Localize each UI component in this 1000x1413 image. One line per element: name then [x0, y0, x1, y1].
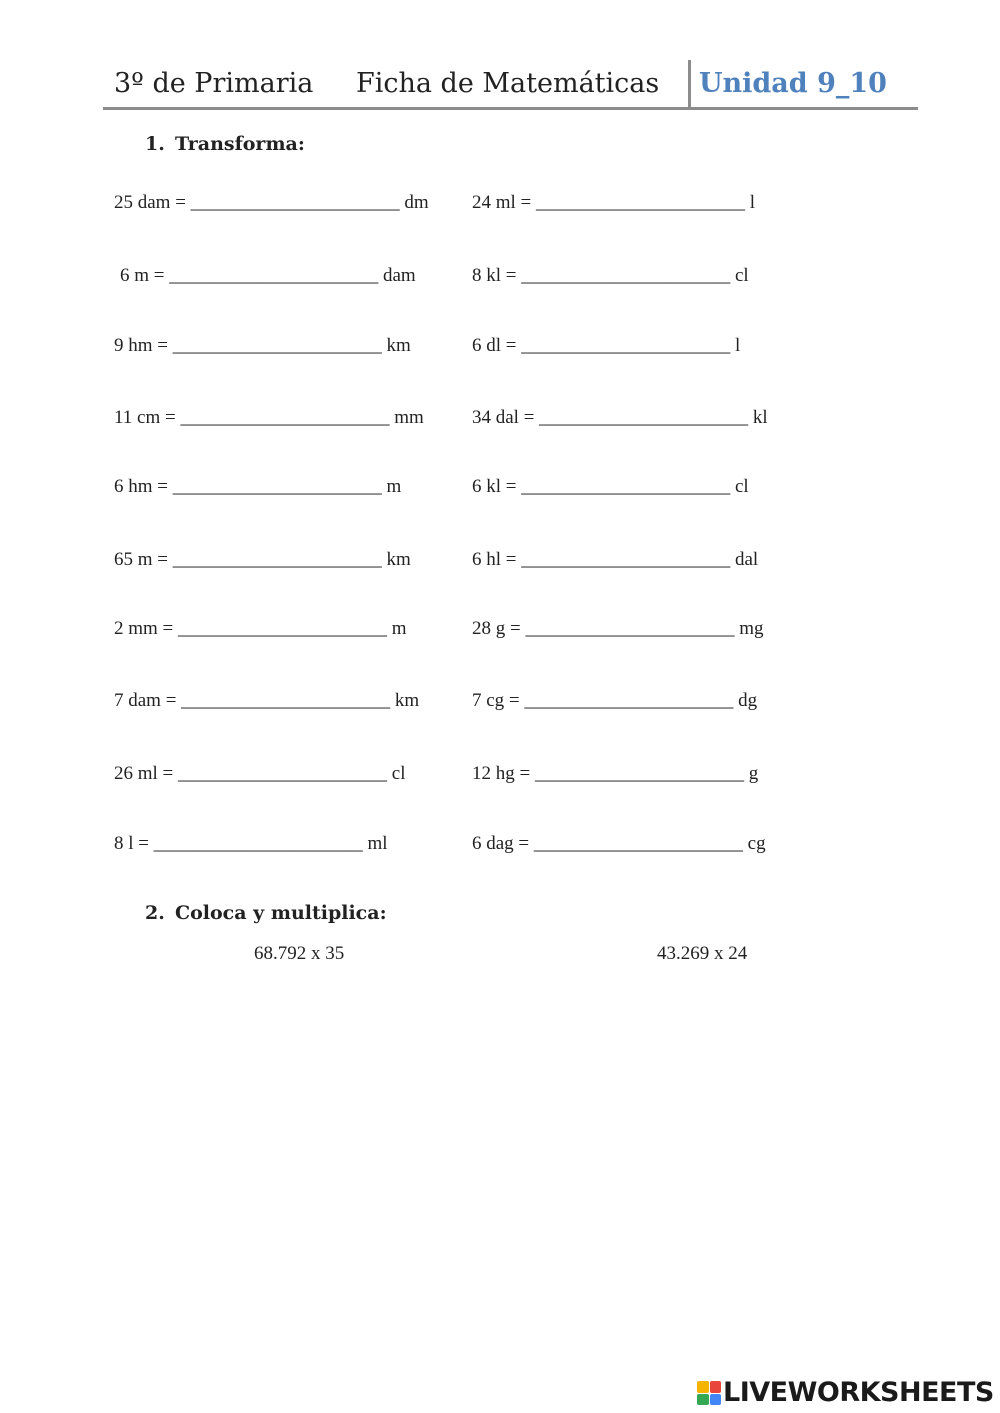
conversion-item[interactable]: 9 hm = ______________________ km [114, 335, 411, 356]
section-1-heading [145, 133, 305, 155]
conversion-item[interactable]: 2 mm = ______________________ m [114, 618, 407, 639]
conversion-item[interactable]: 12 hg = ______________________ g [472, 763, 759, 784]
multiplication-item: 68.792 x 35 [254, 943, 345, 964]
logo-square [697, 1381, 709, 1393]
unit-label: Unidad 9_10 [699, 68, 887, 99]
conversion-item[interactable]: 24 ml = ______________________ l [472, 192, 756, 213]
section-1-title: Transforma: [175, 133, 305, 155]
brand-name: LIVEWORKSHEETS [723, 1377, 994, 1408]
conversion-item[interactable]: 8 l = ______________________ ml [114, 833, 388, 854]
conversion-item[interactable]: 26 ml = ______________________ cl [114, 763, 406, 784]
conversion-item[interactable]: 28 g = ______________________ mg [472, 618, 764, 639]
logo-square [710, 1394, 722, 1406]
multiplication-item: 43.269 x 24 [657, 943, 748, 964]
conversion-item[interactable]: 7 dam = ______________________ km [114, 690, 420, 711]
header-divider [688, 60, 691, 108]
conversion-item[interactable]: 6 dl = ______________________ l [472, 335, 741, 356]
conversion-item[interactable]: 6 dag = ______________________ cg [472, 833, 766, 854]
conversion-item[interactable]: 6 kl = ______________________ cl [472, 476, 749, 497]
section-2-number: 2. [145, 902, 165, 924]
conversion-item[interactable]: 34 dal = ______________________ kl [472, 407, 768, 428]
liveworksheets-brand [697, 1378, 994, 1408]
conversion-item[interactable]: 65 m = ______________________ km [114, 549, 411, 570]
conversion-item[interactable]: 7 cg = ______________________ dg [472, 690, 758, 711]
grade-label: 3º de Primaria [114, 68, 314, 99]
header-rule [103, 107, 918, 110]
liveworksheets-logo-icon [697, 1381, 721, 1405]
section-1-number: 1. [145, 133, 165, 155]
subject-title: Ficha de Matemáticas [356, 68, 660, 99]
conversion-item[interactable]: 8 kl = ______________________ cl [472, 265, 749, 286]
logo-square [697, 1394, 709, 1406]
conversion-item[interactable]: 6 m = ______________________ dam [120, 265, 416, 286]
section-2-heading [145, 902, 387, 924]
conversion-item[interactable]: 11 cm = ______________________ mm [114, 407, 424, 428]
conversion-item[interactable]: 6 hm = ______________________ m [114, 476, 402, 497]
section-2-title: Coloca y multiplica: [175, 902, 387, 924]
conversion-item[interactable]: 25 dam = ______________________ dm [114, 192, 429, 213]
conversion-item[interactable]: 6 hl = ______________________ dal [472, 549, 759, 570]
logo-square [710, 1381, 722, 1393]
